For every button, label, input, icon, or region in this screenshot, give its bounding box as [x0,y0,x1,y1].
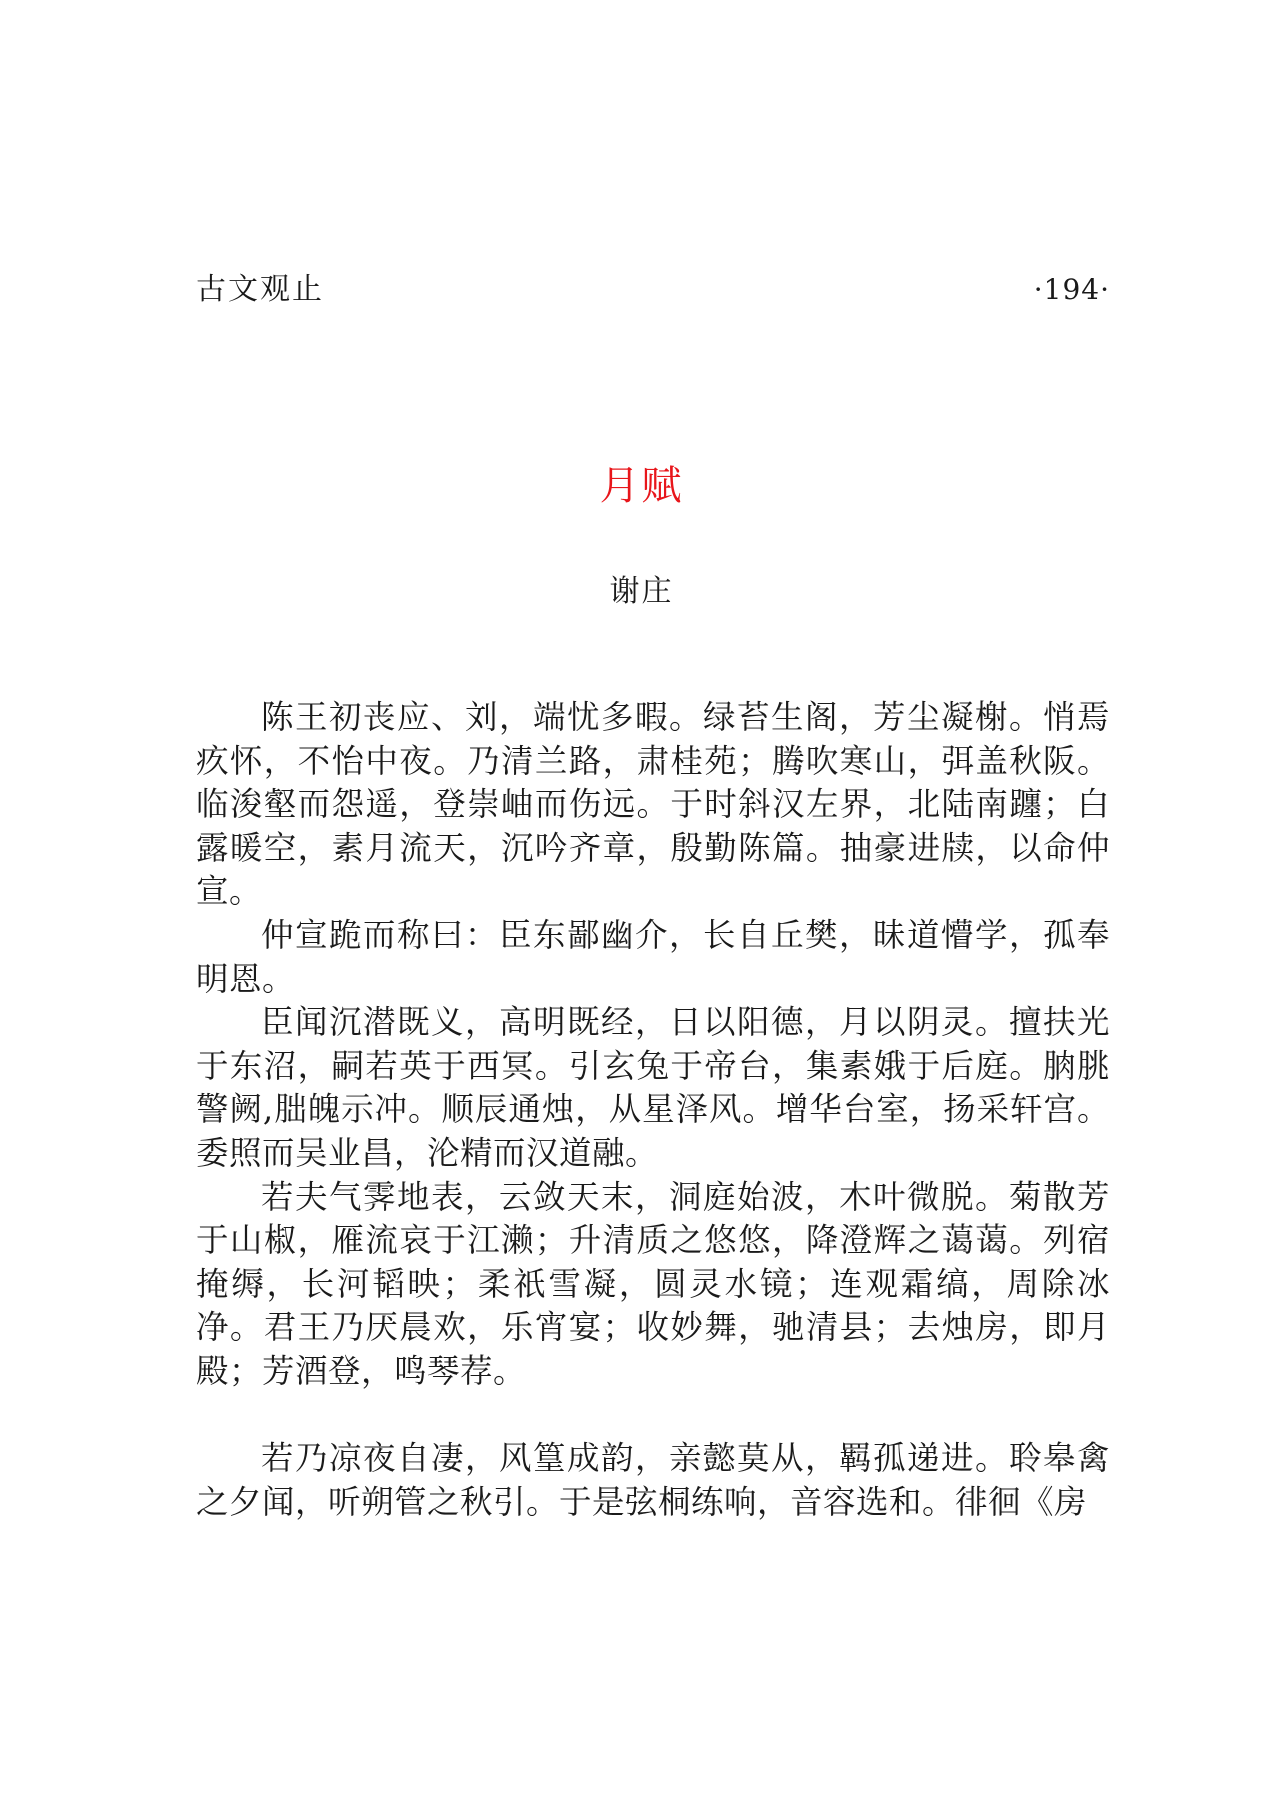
page-number: ·194· [1033,273,1110,306]
essay-author: 谢庄 [609,574,674,609]
paragraph: 若夫气霁地表，云敛天末，洞庭始波，木叶微脱。菊散芳于山椒，雁流哀于江濑；升清质之悠悠，降澄辉之蔼蔼。列宿掩缛，长河韬映；柔祇雪凝，圆灵水镜；连观霜缟，周除冰净。君王乃厌晨欢，乐宵宴；收妙舞，驰清县；去烛房，即月殿；芳酒登，鸣琴荐。 [196,1177,1110,1390]
essay-title: 月赋 [599,463,684,509]
running-header [196,268,1110,312]
paragraph: 陈王初丧应、刘，端忧多暇。绿苔生阁，芳尘凝榭。悄焉疚怀，不怡中夜。乃清兰路，肃桂苑；腾吹寒山，弭盖秋阪。临浚壑而怨遥，登崇岫而伤远。于时斜汉左界，北陆南躔；白露暖空，素月流天，沉吟齐章，殷勤陈篇。抽豪进牍，以命仲宣。 [196,698,1110,911]
book-title: 古文观止 [196,272,324,307]
paragraph: 若乃凉夜自凄，风篁成韵，亲懿莫从，羁孤递进。聆皋禽之夕闻，听朔管之秋引。于是弦桐练响，音容选和。徘徊《房 [196,1439,1110,1521]
body-text [196,696,1110,1524]
paragraph: 臣闻沉潜既义，高明既经，日以阳德，月以阴灵。擅扶光于东沼，嗣若英于西冥。引玄兔于帝台，集素娥于后庭。朒朓警阙,朏魄示冲。顺辰通烛，从星泽风。增华台室，扬采轩宫。委照而吴业昌，沦精而汉道融。 [196,1003,1110,1172]
paragraph: 仲宣跪而称曰：臣东鄙幽介，长自丘樊，昧道懵学，孤奉明恩。 [196,915,1110,998]
